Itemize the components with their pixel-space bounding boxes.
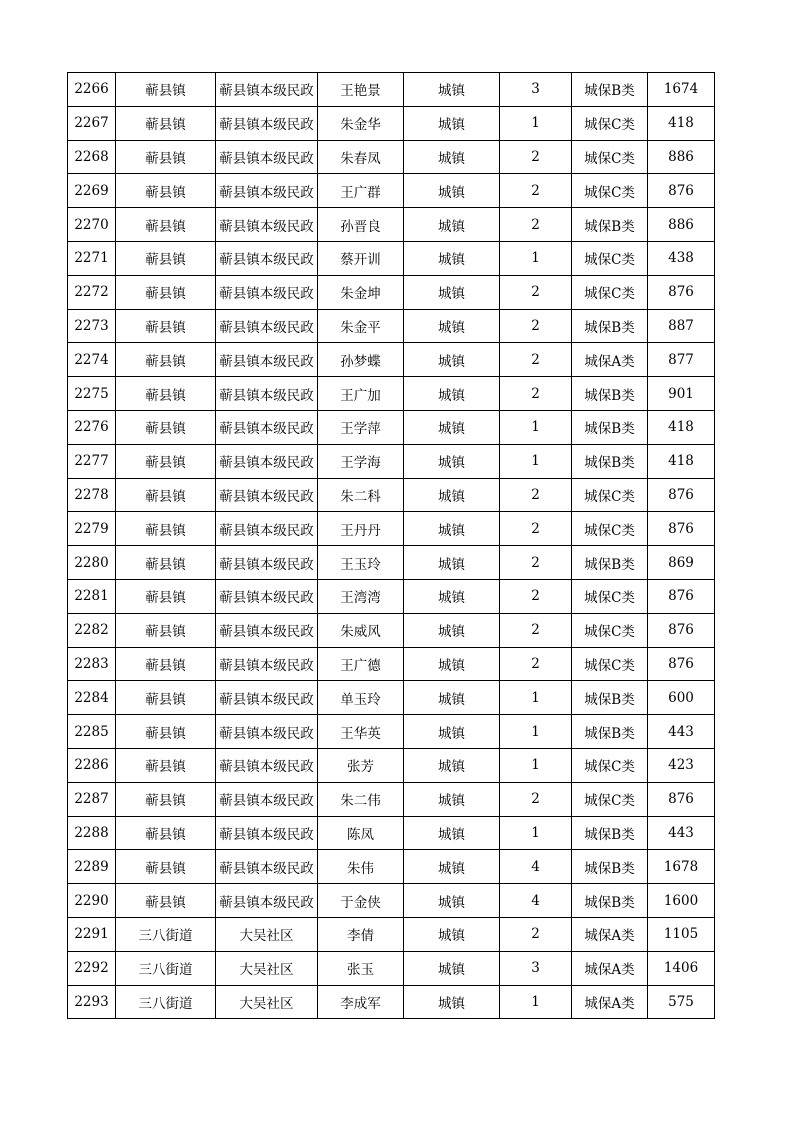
table-row (68, 208, 715, 242)
category-cell: 城保B类 (572, 715, 648, 749)
department-cell: 蕲县镇本级民政 (216, 140, 318, 174)
name-cell: 于金侠 (318, 884, 404, 918)
household-size-cell: 1 (500, 816, 572, 850)
area-type-cell: 城镇 (404, 579, 500, 613)
area-type-cell: 城镇 (404, 410, 500, 444)
amount-cell: 869 (648, 546, 715, 580)
amount-cell: 1406 (648, 951, 715, 985)
town-cell: 蕲县镇 (116, 850, 216, 884)
area-type-cell: 城镇 (404, 782, 500, 816)
table-row (68, 917, 715, 951)
household-size-cell: 4 (500, 884, 572, 918)
row-number: 2266 (68, 73, 116, 107)
category-cell: 城保C类 (572, 140, 648, 174)
town-cell: 蕲县镇 (116, 241, 216, 275)
department-cell: 蕲县镇本级民政 (216, 106, 318, 140)
category-cell: 城保B类 (572, 377, 648, 411)
table-row (68, 478, 715, 512)
department-cell: 蕲县镇本级民政 (216, 579, 318, 613)
area-type-cell: 城镇 (404, 174, 500, 208)
amount-cell: 1600 (648, 884, 715, 918)
household-size-cell: 2 (500, 546, 572, 580)
household-size-cell: 2 (500, 478, 572, 512)
town-cell: 蕲县镇 (116, 377, 216, 411)
table-body (68, 73, 715, 1019)
town-cell: 蕲县镇 (116, 444, 216, 478)
town-cell: 蕲县镇 (116, 546, 216, 580)
area-type-cell: 城镇 (404, 309, 500, 343)
name-cell: 李倩 (318, 917, 404, 951)
amount-cell: 575 (648, 985, 715, 1019)
department-cell: 蕲县镇本级民政 (216, 444, 318, 478)
household-size-cell: 2 (500, 309, 572, 343)
area-type-cell: 城镇 (404, 884, 500, 918)
area-type-cell: 城镇 (404, 512, 500, 546)
department-cell: 蕲县镇本级民政 (216, 546, 318, 580)
beneficiary-table (67, 72, 715, 1019)
area-type-cell: 城镇 (404, 985, 500, 1019)
name-cell: 王华英 (318, 715, 404, 749)
name-cell: 朱春凤 (318, 140, 404, 174)
category-cell: 城保C类 (572, 613, 648, 647)
town-cell: 蕲县镇 (116, 410, 216, 444)
town-cell: 蕲县镇 (116, 478, 216, 512)
town-cell: 蕲县镇 (116, 613, 216, 647)
name-cell: 王广群 (318, 174, 404, 208)
department-cell: 蕲县镇本级民政 (216, 512, 318, 546)
name-cell: 张玉 (318, 951, 404, 985)
area-type-cell: 城镇 (404, 241, 500, 275)
category-cell: 城保B类 (572, 681, 648, 715)
row-number: 2284 (68, 681, 116, 715)
name-cell: 朱威风 (318, 613, 404, 647)
category-cell: 城保B类 (572, 546, 648, 580)
town-cell: 蕲县镇 (116, 140, 216, 174)
household-size-cell: 2 (500, 343, 572, 377)
amount-cell: 443 (648, 816, 715, 850)
table-row (68, 748, 715, 782)
amount-cell: 876 (648, 613, 715, 647)
name-cell: 朱二科 (318, 478, 404, 512)
household-size-cell: 2 (500, 579, 572, 613)
household-size-cell: 4 (500, 850, 572, 884)
department-cell: 蕲县镇本级民政 (216, 715, 318, 749)
row-number: 2271 (68, 241, 116, 275)
department-cell: 大吴社区 (216, 951, 318, 985)
name-cell: 朱金华 (318, 106, 404, 140)
household-size-cell: 1 (500, 715, 572, 749)
row-number: 2293 (68, 985, 116, 1019)
amount-cell: 876 (648, 647, 715, 681)
household-size-cell: 2 (500, 512, 572, 546)
amount-cell: 600 (648, 681, 715, 715)
category-cell: 城保C类 (572, 241, 648, 275)
amount-cell: 887 (648, 309, 715, 343)
department-cell: 蕲县镇本级民政 (216, 782, 318, 816)
table-row (68, 275, 715, 309)
amount-cell: 443 (648, 715, 715, 749)
area-type-cell: 城镇 (404, 478, 500, 512)
household-size-cell: 2 (500, 174, 572, 208)
household-size-cell: 2 (500, 782, 572, 816)
name-cell: 王广德 (318, 647, 404, 681)
town-cell: 蕲县镇 (116, 579, 216, 613)
category-cell: 城保A类 (572, 917, 648, 951)
category-cell: 城保C类 (572, 275, 648, 309)
table-row (68, 343, 715, 377)
name-cell: 朱伟 (318, 850, 404, 884)
table-row (68, 174, 715, 208)
area-type-cell: 城镇 (404, 73, 500, 107)
row-number: 2268 (68, 140, 116, 174)
row-number: 2286 (68, 748, 116, 782)
town-cell: 蕲县镇 (116, 816, 216, 850)
name-cell: 李成军 (318, 985, 404, 1019)
table-row (68, 951, 715, 985)
household-size-cell: 2 (500, 377, 572, 411)
department-cell: 蕲县镇本级民政 (216, 478, 318, 512)
name-cell: 王学萍 (318, 410, 404, 444)
amount-cell: 876 (648, 174, 715, 208)
amount-cell: 876 (648, 782, 715, 816)
category-cell: 城保C类 (572, 647, 648, 681)
row-number: 2270 (68, 208, 116, 242)
household-size-cell: 2 (500, 140, 572, 174)
name-cell: 张芳 (318, 748, 404, 782)
household-size-cell: 1 (500, 985, 572, 1019)
category-cell: 城保C类 (572, 174, 648, 208)
table-row (68, 850, 715, 884)
row-number: 2289 (68, 850, 116, 884)
row-number: 2273 (68, 309, 116, 343)
table-row (68, 140, 715, 174)
name-cell: 王广加 (318, 377, 404, 411)
table-row (68, 241, 715, 275)
area-type-cell: 城镇 (404, 816, 500, 850)
row-number: 2279 (68, 512, 116, 546)
row-number: 2272 (68, 275, 116, 309)
amount-cell: 876 (648, 579, 715, 613)
amount-cell: 877 (648, 343, 715, 377)
department-cell: 蕲县镇本级民政 (216, 647, 318, 681)
name-cell: 孙梦蝶 (318, 343, 404, 377)
town-cell: 蕲县镇 (116, 884, 216, 918)
department-cell: 蕲县镇本级民政 (216, 748, 318, 782)
household-size-cell: 1 (500, 681, 572, 715)
category-cell: 城保B类 (572, 208, 648, 242)
town-cell: 蕲县镇 (116, 106, 216, 140)
table-row (68, 309, 715, 343)
table-row (68, 884, 715, 918)
department-cell: 大吴社区 (216, 917, 318, 951)
amount-cell: 418 (648, 410, 715, 444)
area-type-cell: 城镇 (404, 647, 500, 681)
amount-cell: 1678 (648, 850, 715, 884)
name-cell: 王学海 (318, 444, 404, 478)
category-cell: 城保B类 (572, 309, 648, 343)
household-size-cell: 3 (500, 73, 572, 107)
household-size-cell: 2 (500, 917, 572, 951)
area-type-cell: 城镇 (404, 748, 500, 782)
row-number: 2278 (68, 478, 116, 512)
amount-cell: 418 (648, 444, 715, 478)
table-row (68, 681, 715, 715)
household-size-cell: 1 (500, 444, 572, 478)
area-type-cell: 城镇 (404, 681, 500, 715)
table-row (68, 715, 715, 749)
row-number: 2281 (68, 579, 116, 613)
row-number: 2276 (68, 410, 116, 444)
department-cell: 蕲县镇本级民政 (216, 377, 318, 411)
name-cell: 王艳景 (318, 73, 404, 107)
table-row (68, 782, 715, 816)
department-cell: 蕲县镇本级民政 (216, 241, 318, 275)
category-cell: 城保B类 (572, 850, 648, 884)
area-type-cell: 城镇 (404, 546, 500, 580)
category-cell: 城保C类 (572, 579, 648, 613)
table-row (68, 73, 715, 107)
name-cell: 陈凤 (318, 816, 404, 850)
area-type-cell: 城镇 (404, 106, 500, 140)
table-row (68, 377, 715, 411)
name-cell: 王丹丹 (318, 512, 404, 546)
town-cell: 三八街道 (116, 917, 216, 951)
amount-cell: 423 (648, 748, 715, 782)
department-cell: 蕲县镇本级民政 (216, 309, 318, 343)
name-cell: 王玉玲 (318, 546, 404, 580)
amount-cell: 438 (648, 241, 715, 275)
table-row (68, 410, 715, 444)
row-number: 2274 (68, 343, 116, 377)
household-size-cell: 1 (500, 241, 572, 275)
area-type-cell: 城镇 (404, 951, 500, 985)
area-type-cell: 城镇 (404, 208, 500, 242)
row-number: 2277 (68, 444, 116, 478)
category-cell: 城保B类 (572, 884, 648, 918)
town-cell: 蕲县镇 (116, 275, 216, 309)
table-row (68, 106, 715, 140)
row-number: 2287 (68, 782, 116, 816)
category-cell: 城保A类 (572, 951, 648, 985)
name-cell: 王湾湾 (318, 579, 404, 613)
name-cell: 单玉玲 (318, 681, 404, 715)
amount-cell: 418 (648, 106, 715, 140)
department-cell: 蕲县镇本级民政 (216, 613, 318, 647)
row-number: 2275 (68, 377, 116, 411)
category-cell: 城保C类 (572, 782, 648, 816)
town-cell: 蕲县镇 (116, 647, 216, 681)
category-cell: 城保B类 (572, 410, 648, 444)
area-type-cell: 城镇 (404, 715, 500, 749)
area-type-cell: 城镇 (404, 343, 500, 377)
amount-cell: 876 (648, 512, 715, 546)
town-cell: 蕲县镇 (116, 343, 216, 377)
amount-cell: 876 (648, 478, 715, 512)
household-size-cell: 2 (500, 647, 572, 681)
row-number: 2283 (68, 647, 116, 681)
name-cell: 孙晋良 (318, 208, 404, 242)
amount-cell: 876 (648, 275, 715, 309)
row-number: 2267 (68, 106, 116, 140)
table-row (68, 647, 715, 681)
row-number: 2290 (68, 884, 116, 918)
department-cell: 蕲县镇本级民政 (216, 174, 318, 208)
town-cell: 蕲县镇 (116, 174, 216, 208)
table-row (68, 613, 715, 647)
town-cell: 蕲县镇 (116, 748, 216, 782)
household-size-cell: 1 (500, 748, 572, 782)
category-cell: 城保C类 (572, 478, 648, 512)
town-cell: 三八街道 (116, 985, 216, 1019)
department-cell: 蕲县镇本级民政 (216, 884, 318, 918)
category-cell: 城保B类 (572, 73, 648, 107)
table-row (68, 512, 715, 546)
table-row (68, 546, 715, 580)
table-row (68, 985, 715, 1019)
department-cell: 蕲县镇本级民政 (216, 343, 318, 377)
amount-cell: 1674 (648, 73, 715, 107)
department-cell: 蕲县镇本级民政 (216, 850, 318, 884)
area-type-cell: 城镇 (404, 377, 500, 411)
category-cell: 城保C类 (572, 748, 648, 782)
category-cell: 城保C类 (572, 512, 648, 546)
name-cell: 朱金平 (318, 309, 404, 343)
area-type-cell: 城镇 (404, 140, 500, 174)
department-cell: 大吴社区 (216, 985, 318, 1019)
category-cell: 城保A类 (572, 985, 648, 1019)
table-row (68, 816, 715, 850)
town-cell: 蕲县镇 (116, 782, 216, 816)
department-cell: 蕲县镇本级民政 (216, 410, 318, 444)
amount-cell: 1105 (648, 917, 715, 951)
area-type-cell: 城镇 (404, 917, 500, 951)
row-number: 2282 (68, 613, 116, 647)
area-type-cell: 城镇 (404, 613, 500, 647)
name-cell: 蔡开训 (318, 241, 404, 275)
household-size-cell: 1 (500, 106, 572, 140)
area-type-cell: 城镇 (404, 275, 500, 309)
town-cell: 三八街道 (116, 951, 216, 985)
amount-cell: 886 (648, 208, 715, 242)
town-cell: 蕲县镇 (116, 512, 216, 546)
category-cell: 城保C类 (572, 106, 648, 140)
table-row (68, 444, 715, 478)
town-cell: 蕲县镇 (116, 715, 216, 749)
household-size-cell: 2 (500, 275, 572, 309)
row-number: 2292 (68, 951, 116, 985)
row-number: 2280 (68, 546, 116, 580)
town-cell: 蕲县镇 (116, 73, 216, 107)
household-size-cell: 3 (500, 951, 572, 985)
town-cell: 蕲县镇 (116, 309, 216, 343)
town-cell: 蕲县镇 (116, 208, 216, 242)
category-cell: 城保B类 (572, 444, 648, 478)
table-row (68, 579, 715, 613)
category-cell: 城保B类 (572, 816, 648, 850)
row-number: 2288 (68, 816, 116, 850)
row-number: 2285 (68, 715, 116, 749)
amount-cell: 886 (648, 140, 715, 174)
name-cell: 朱二伟 (318, 782, 404, 816)
department-cell: 蕲县镇本级民政 (216, 681, 318, 715)
department-cell: 蕲县镇本级民政 (216, 275, 318, 309)
area-type-cell: 城镇 (404, 850, 500, 884)
department-cell: 蕲县镇本级民政 (216, 816, 318, 850)
department-cell: 蕲县镇本级民政 (216, 73, 318, 107)
town-cell: 蕲县镇 (116, 681, 216, 715)
department-cell: 蕲县镇本级民政 (216, 208, 318, 242)
household-size-cell: 1 (500, 410, 572, 444)
category-cell: 城保A类 (572, 343, 648, 377)
area-type-cell: 城镇 (404, 444, 500, 478)
row-number: 2291 (68, 917, 116, 951)
row-number: 2269 (68, 174, 116, 208)
amount-cell: 901 (648, 377, 715, 411)
household-size-cell: 2 (500, 208, 572, 242)
name-cell: 朱金坤 (318, 275, 404, 309)
household-size-cell: 2 (500, 613, 572, 647)
